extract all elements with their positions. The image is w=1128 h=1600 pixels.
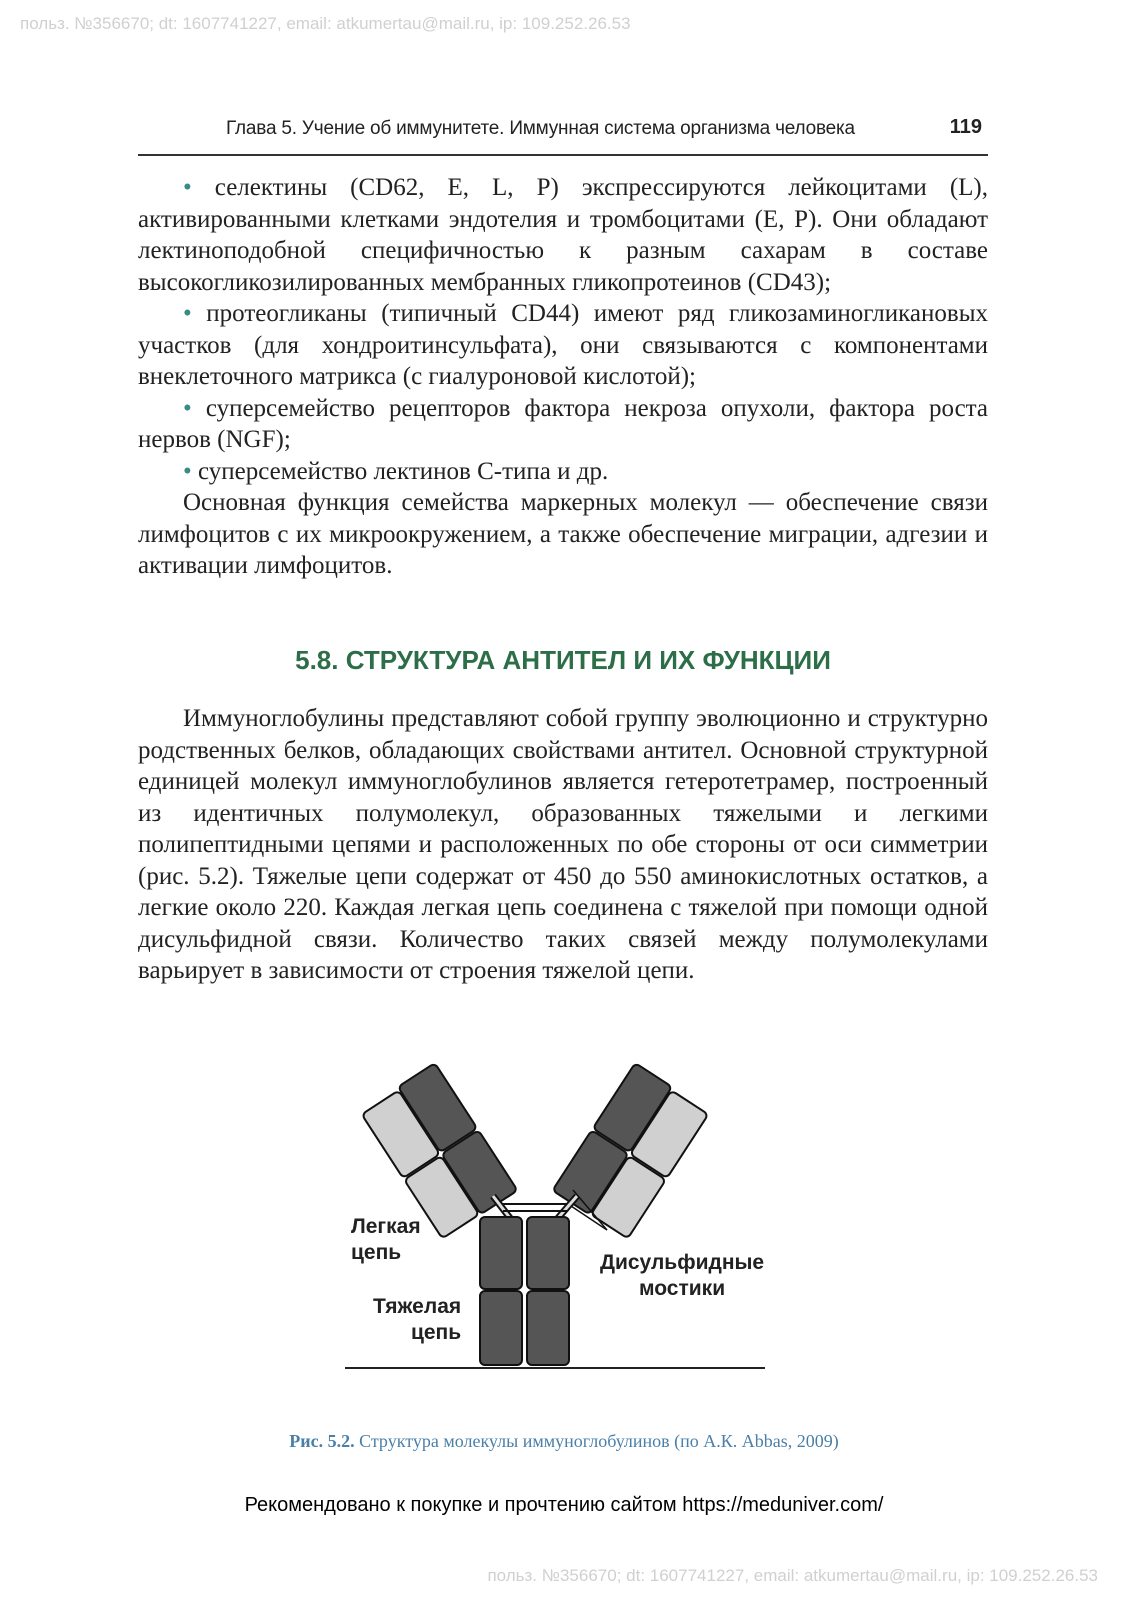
marker-molecules-text xyxy=(138,172,988,582)
list-item-text: суперсемейство рецепторов фактора некроза опухоли, фактора роста нервов (NGF); xyxy=(138,394,988,453)
list-item-text: селектины (CD62, E, L, P) экспрессируются лейкоцитами (L), активированными клетками эндотелия и тромбоцитами (E, P). Они обладают лектиноподобной специфичностью к разным сахарам в составе высокогликозилированных мембранных гликопротеинов (CD43); xyxy=(138,174,989,296)
fc-right-lower-domain xyxy=(527,1291,569,1365)
disulfide-bridges-label: Дисульфидные мостики xyxy=(600,1251,765,1300)
list-item-text: протеогликаны (типичный CD44) имеют ряд гликозаминогликановых участков (для хондроитинсульфата), они связываются с компонентами внеклеточного матрикса (с гиалуроновой кислотой); xyxy=(138,300,988,390)
recommendation-line: Рекомендовано к покупке и прочтению сайтом https://meduniver.com/ xyxy=(244,1494,884,1516)
paragraph: Иммуноглобулины представляют собой группу эволюционно и структурно родственных белков, обладающих свойствами антител. Основной структурной единицей молекул иммуноглобулинов является гетеротетрамер, построенный из идентичных полумолекул, образованных тяжелыми и легкими полипептидными цепями и расположенных по обе стороны от оси симметрии (рис. 5.2). Тяжелые цепи содержат от 450 до 550 аминокислотных остатков, а легкие около 220. Каждая легкая цепь соединена с тяжелой при помощи одной дисульфидной связи. Количество таких связей между полумолекулами варьирует в зависимости от строения тяжелой цепи. xyxy=(138,705,988,984)
list-item xyxy=(138,172,988,298)
list-item xyxy=(138,393,988,456)
section-heading: 5.8. СТРУКТУРА АНТИТЕЛ И ИХ ФУНКЦИИ xyxy=(295,645,831,675)
bullet-marker: • xyxy=(183,174,192,201)
watermark-top: польз. №356670; dt: 1607741227, email: atkumertau@mail.ru, ip: 109.252.26.53 xyxy=(20,14,631,33)
bullet-marker: • xyxy=(183,300,192,327)
bullet-marker: • xyxy=(183,457,192,485)
chapter-title: Глава 5. Учение об иммунитете. Иммунная система организма человека xyxy=(226,118,855,139)
list-item xyxy=(138,298,988,393)
list-item xyxy=(138,456,988,488)
page-number: 119 xyxy=(949,116,982,138)
section-body xyxy=(138,703,988,987)
running-header xyxy=(138,116,988,156)
paragraph: Основная функция семейства маркерных молекул — обеспечение связи лимфоцитов с их микроокружением, а также обеспечение миграции, адгезии и активации лимфоцитов. xyxy=(138,489,988,579)
fc-left-upper-domain xyxy=(480,1217,522,1289)
bullet-marker: • xyxy=(183,394,192,422)
caption-text: Структура молекулы иммуноглобулинов (по А.К. Abbas, 2009) xyxy=(359,1431,839,1451)
figure-caption xyxy=(0,1431,1128,1452)
watermark-bottom: польз. №356670; dt: 1607741227, email: atkumertau@mail.ru, ip: 109.252.26.53 xyxy=(487,1566,1098,1585)
list-item-text: суперсемейство лектинов С-типа и др. xyxy=(198,457,609,485)
antibody-figure xyxy=(345,1054,785,1404)
fc-right-upper-domain xyxy=(527,1217,569,1289)
light-chain-label: Легкая цепь xyxy=(351,1215,421,1264)
fc-left-lower-domain xyxy=(480,1291,522,1365)
caption-label: Рис. 5.2. xyxy=(289,1431,355,1451)
heavy-chain-label: Тяжелая цепь xyxy=(373,1295,462,1344)
